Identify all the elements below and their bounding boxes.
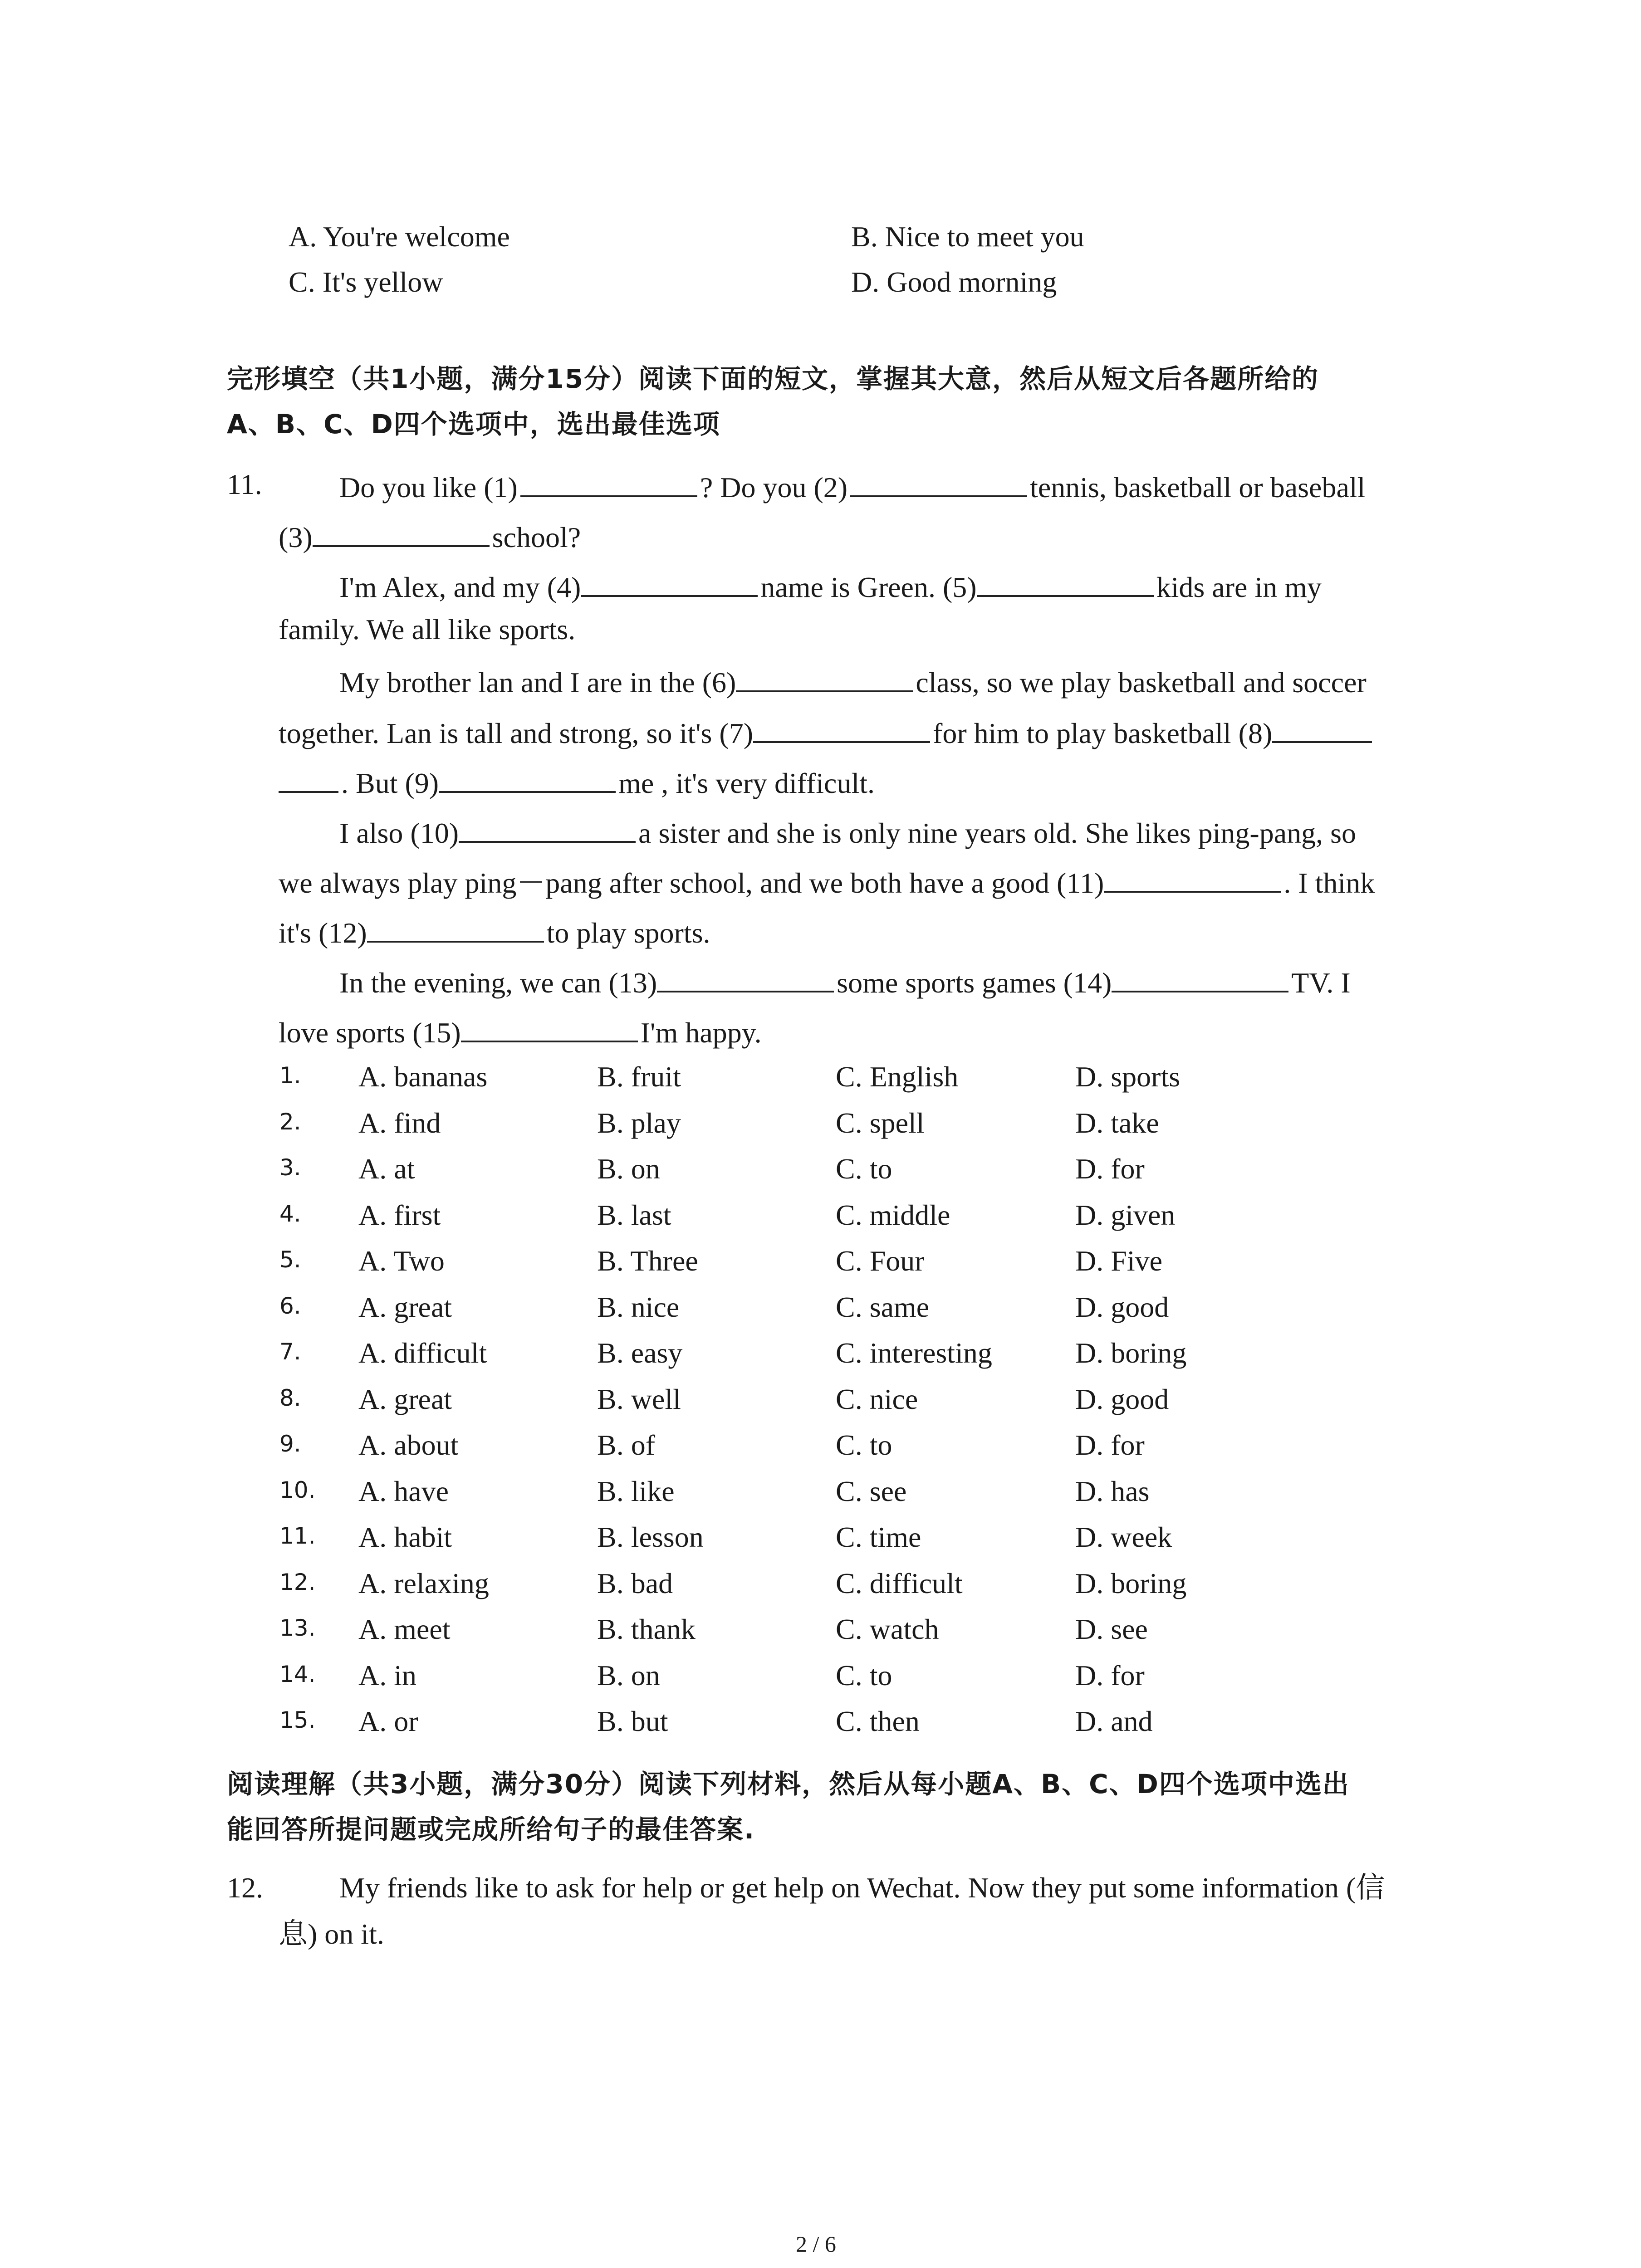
option-a[interactable]: A. at: [358, 1153, 415, 1185]
option-c[interactable]: C. then: [836, 1705, 920, 1737]
blank-8-part2[interactable]: [279, 766, 338, 793]
blank-8-part1[interactable]: [1272, 716, 1372, 743]
option-number: 6.: [279, 1292, 301, 1319]
option-c[interactable]: C. middle: [836, 1198, 950, 1231]
reading-section-heading-line2: 能回答所提问题或完成所给句子的最佳答案.: [227, 1814, 755, 1845]
option-b[interactable]: B. on: [597, 1153, 660, 1185]
option-number: 8.: [279, 1384, 301, 1411]
option-c[interactable]: C. spell: [836, 1106, 925, 1139]
option-b[interactable]: B. fruit: [597, 1061, 681, 1093]
option-c[interactable]: C. interesting: [836, 1337, 992, 1369]
option-a[interactable]: A. first: [358, 1198, 441, 1231]
option-a[interactable]: A. bananas: [358, 1061, 488, 1093]
option-a[interactable]: A. have: [358, 1475, 449, 1507]
option-b[interactable]: B. well: [597, 1383, 681, 1415]
option-d[interactable]: D. good: [1075, 1290, 1169, 1323]
option-a[interactable]: A. difficult: [358, 1337, 487, 1369]
option-c[interactable]: C. to: [836, 1429, 892, 1461]
blank-14[interactable]: [1112, 965, 1288, 992]
option-d[interactable]: D. see: [1075, 1613, 1148, 1645]
blank-15[interactable]: [461, 1015, 638, 1042]
passage-line-10: it's (12) to play sports.: [279, 915, 710, 948]
option-d[interactable]: D. for: [1075, 1429, 1145, 1461]
prev-option-d: D. Good morning: [851, 266, 1057, 298]
blank-6[interactable]: [736, 665, 913, 692]
option-b[interactable]: B. but: [597, 1705, 668, 1737]
option-a[interactable]: A. meet: [358, 1613, 451, 1645]
blank-12[interactable]: [367, 915, 544, 943]
prev-option-a: A. You're welcome: [289, 220, 510, 253]
option-d[interactable]: D. has: [1075, 1475, 1150, 1507]
option-a[interactable]: A. great: [358, 1383, 452, 1415]
question-12-line1: My friends like to ask for help or get help on Wechat. Now they put some information (信: [339, 1872, 1385, 1904]
passage-line-8: I also (10) a sister and she is only nine years old. She likes ping-pang, so: [339, 816, 1356, 848]
option-b[interactable]: B. last: [597, 1198, 671, 1231]
option-c[interactable]: C. Four: [836, 1245, 925, 1277]
option-a[interactable]: A. habit: [358, 1521, 452, 1553]
question-number-11: 11.: [227, 468, 262, 500]
option-a[interactable]: A. find: [358, 1106, 441, 1139]
question-12-line2: 息) on it.: [279, 1918, 384, 1950]
passage-line-12: love sports (15) I'm happy.: [279, 1015, 762, 1047]
option-a[interactable]: A. or: [358, 1705, 418, 1737]
option-d[interactable]: D. good: [1075, 1383, 1169, 1415]
blank-11[interactable]: [1104, 865, 1281, 893]
blank-5[interactable]: [977, 570, 1154, 597]
passage-line-6: together. Lan is tall and strong, so it's (7) for him to play basketball (8): [279, 716, 1375, 748]
option-a[interactable]: A. relaxing: [358, 1567, 489, 1599]
option-c[interactable]: C. English: [836, 1061, 959, 1093]
option-b[interactable]: B. thank: [597, 1613, 696, 1645]
option-d[interactable]: D. take: [1075, 1106, 1159, 1139]
blank-3[interactable]: [313, 520, 490, 547]
blank-7[interactable]: [753, 716, 930, 743]
passage-line-3: I'm Alex, and my (4) name is Green. (5) kids are in my: [339, 570, 1322, 602]
option-b[interactable]: B. easy: [597, 1337, 683, 1369]
cloze-section-heading-line1: 完形填空（共1小题，满分15分）阅读下面的短文，掌握其大意，然后从短文后各题所给的: [227, 363, 1319, 394]
option-number: 13.: [279, 1615, 316, 1641]
option-b[interactable]: B. of: [597, 1429, 655, 1461]
option-c[interactable]: C. to: [836, 1659, 892, 1691]
prev-option-c: C. It's yellow: [289, 266, 443, 298]
option-d[interactable]: D. for: [1075, 1659, 1145, 1691]
option-number: 3.: [279, 1154, 301, 1181]
passage-line-11: In the evening, we can (13) some sports games (14) TV. I: [339, 965, 1351, 997]
blank-10[interactable]: [459, 816, 636, 843]
option-c[interactable]: C. see: [836, 1475, 907, 1507]
option-number: 11.: [279, 1523, 316, 1549]
option-a[interactable]: A. in: [358, 1659, 416, 1691]
option-a[interactable]: A. great: [358, 1290, 452, 1323]
option-d[interactable]: D. week: [1075, 1521, 1172, 1553]
cloze-section-heading-line2: A、B、C、D四个选项中，选出最佳选项: [227, 409, 720, 440]
option-d[interactable]: D. boring: [1075, 1567, 1187, 1599]
option-number: 12.: [279, 1569, 316, 1595]
option-number: 15.: [279, 1707, 316, 1733]
option-d[interactable]: D. sports: [1075, 1061, 1181, 1093]
option-a[interactable]: A. about: [358, 1429, 459, 1461]
option-c[interactable]: C. same: [836, 1290, 930, 1323]
blank-1[interactable]: [520, 470, 697, 497]
option-b[interactable]: B. play: [597, 1106, 681, 1139]
option-c[interactable]: C. nice: [836, 1383, 918, 1415]
option-c[interactable]: C. difficult: [836, 1567, 963, 1599]
question-number-12: 12.: [227, 1872, 263, 1904]
blank-2[interactable]: [850, 470, 1027, 497]
passage-line-2: (3) school?: [279, 520, 581, 552]
page-number: 2 / 6: [796, 2231, 836, 2257]
option-number: 10.: [279, 1476, 316, 1503]
reading-section-heading-line1: 阅读理解（共3小题，满分30分）阅读下列材料，然后从每小题A、B、C、D四个选项中选出: [227, 1769, 1350, 1799]
passage-line-9: we always play ping－pang after school, and we both have a good (11) . I think: [279, 865, 1375, 898]
passage-line-5: My brother lan and I are in the (6) class, so we play basketball and soccer: [339, 665, 1367, 697]
option-c[interactable]: C. to: [836, 1153, 892, 1185]
option-d[interactable]: D. for: [1075, 1153, 1145, 1185]
option-c[interactable]: C. watch: [836, 1613, 939, 1645]
blank-13[interactable]: [657, 965, 834, 992]
passage-line-4: family. We all like sports.: [279, 613, 576, 645]
option-b[interactable]: B. lesson: [597, 1521, 704, 1553]
option-number: 2.: [279, 1108, 301, 1135]
option-number: 14.: [279, 1661, 316, 1687]
passage-line-1: Do you like (1) ? Do you (2) tennis, basketball or baseball: [339, 470, 1365, 502]
option-b[interactable]: B. bad: [597, 1567, 673, 1599]
option-d[interactable]: D. boring: [1075, 1337, 1187, 1369]
option-d[interactable]: D. Five: [1075, 1245, 1162, 1277]
option-b[interactable]: B. on: [597, 1659, 660, 1691]
option-number: 5.: [279, 1246, 301, 1273]
blank-4[interactable]: [581, 570, 758, 597]
option-a[interactable]: A. Two: [358, 1245, 445, 1277]
option-number: 9.: [279, 1431, 301, 1457]
blank-9[interactable]: [439, 766, 616, 793]
option-number: 7.: [279, 1339, 301, 1365]
option-number: 4.: [279, 1200, 301, 1227]
option-b[interactable]: B. like: [597, 1475, 675, 1507]
passage-line-7: . But (9) me , it's very difficult.: [279, 766, 875, 798]
option-c[interactable]: C. time: [836, 1521, 921, 1553]
option-b[interactable]: B. nice: [597, 1290, 680, 1323]
option-b[interactable]: B. Three: [597, 1245, 698, 1277]
option-number: 1.: [279, 1062, 301, 1089]
prev-option-b: B. Nice to meet you: [851, 220, 1084, 253]
option-d[interactable]: D. and: [1075, 1705, 1153, 1737]
option-d[interactable]: D. given: [1075, 1198, 1176, 1231]
